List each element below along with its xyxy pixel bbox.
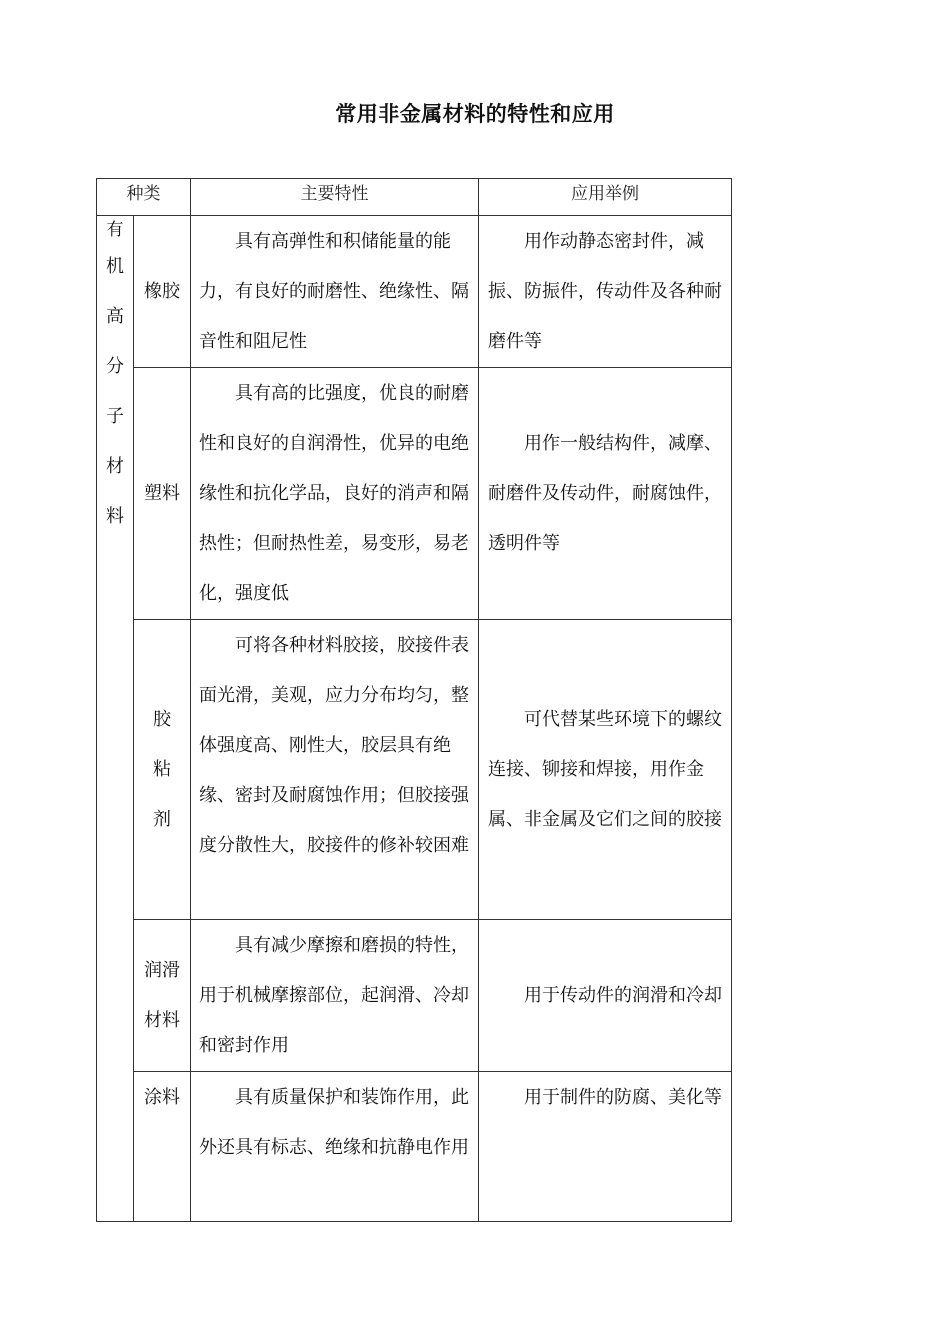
header-category: 种类 — [97, 179, 191, 216]
header-properties: 主要特性 — [191, 179, 479, 216]
category-cell: 橡胶 — [134, 216, 191, 368]
properties-cell: 可将各种材料胶接，胶接件表面光滑，美观，应力分布均匀，整体强度高、刚性大，胶层具有绝缘、密封及耐腐蚀作用；但胶接强度分散性大，胶接件的修补较困难 — [191, 620, 479, 920]
category-cell: 润滑 材料 — [134, 920, 191, 1072]
properties-cell: 具有质量保护和装饰作用，此外还具有标志、绝缘和抗静电作用 — [191, 1072, 479, 1222]
table-row — [97, 368, 732, 620]
category-cell: 涂料 — [134, 1072, 191, 1222]
properties-cell: 具有高的比强度，优良的耐磨性和良好的自润滑性，优异的电绝缘性和抗化学品，良好的消声和隔热性；但耐热性差，易变形，易老化，强度低 — [191, 368, 479, 620]
applications-cell: 用于制件的防腐、美化等 — [479, 1072, 732, 1222]
applications-cell: 可代替某些环境下的螺纹连接、铆接和焊接，用作金属、非金属及它们之间的胶接 — [479, 620, 732, 920]
group-label-organic-polymer: 有 机 高 分 子 材 料 — [97, 216, 134, 1222]
table-row — [97, 216, 732, 368]
header-applications: 应用举例 — [479, 179, 732, 216]
table-row — [97, 1072, 732, 1222]
properties-cell: 具有高弹性和积储能量的能力，有良好的耐磨性、绝缘性、隔音性和阻尼性 — [191, 216, 479, 368]
applications-cell: 用作动静态密封件，减振、防振件，传动件及各种耐磨件等 — [479, 216, 732, 368]
applications-cell: 用于传动件的润滑和冷却 — [479, 920, 732, 1072]
materials-table — [96, 178, 732, 1222]
category-cell: 塑料 — [134, 368, 191, 620]
category-cell: 胶 粘 剂 — [134, 620, 191, 920]
table-header-row — [97, 179, 732, 216]
table-row — [97, 620, 732, 920]
properties-cell: 具有减少摩擦和磨损的特性，用于机械摩擦部位，起润滑、冷却和密封作用 — [191, 920, 479, 1072]
applications-cell: 用作一般结构件，减摩、耐磨件及传动件，耐腐蚀件，透明件等 — [479, 368, 732, 620]
table-row — [97, 920, 732, 1072]
document-title: 常用非金属材料的特性和应用 — [335, 102, 615, 126]
